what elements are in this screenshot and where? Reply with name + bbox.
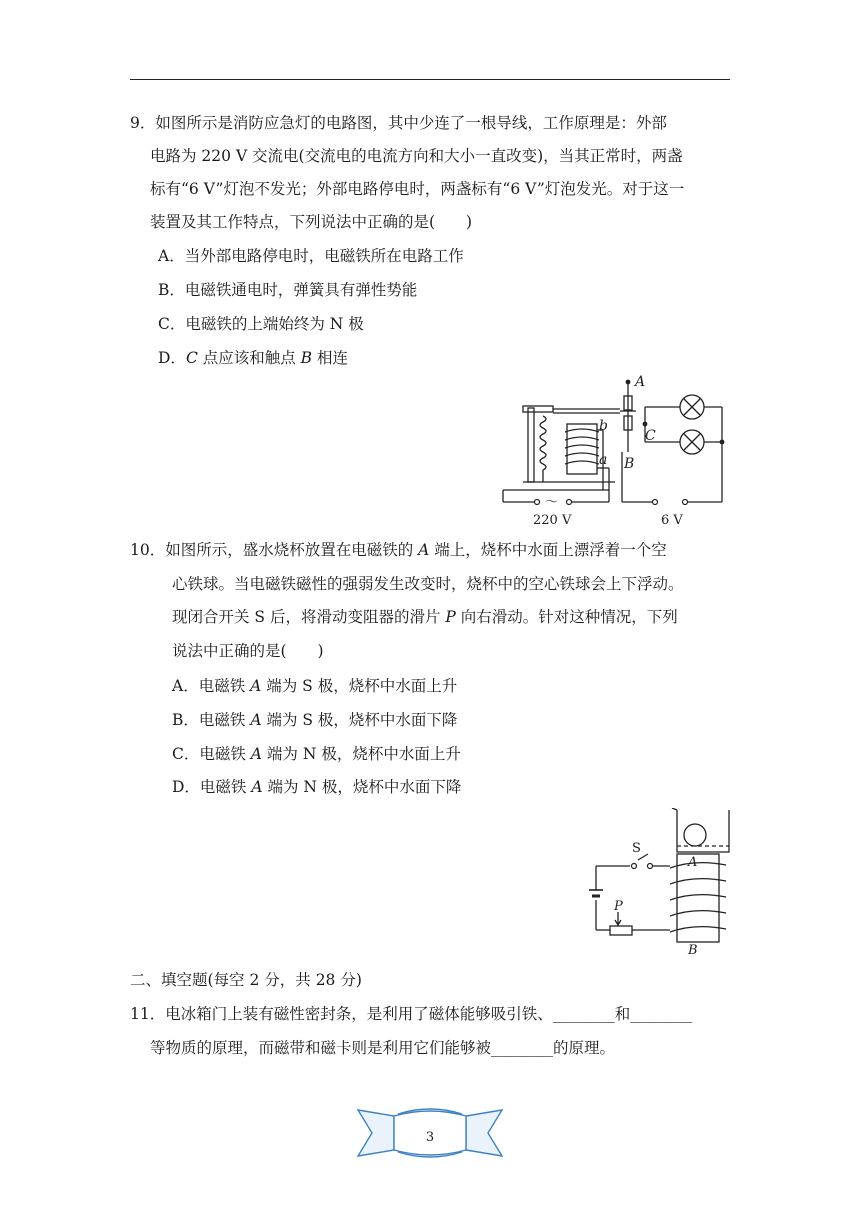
q11-line-2: 等物质的原理，而磁带和磁卡则是利用它们能够被________的原理。 <box>150 1039 616 1057</box>
q10-line-4: 说法中正确的是( ) <box>172 642 324 660</box>
header-rule <box>130 79 730 80</box>
q10-line-1: 10．如图所示，盛水烧杯放置在电磁铁的 A 端上，烧杯中水面上漂浮着一个空 <box>130 541 667 559</box>
q10-fig-label-S: S <box>632 841 641 856</box>
q10-option-c[interactable]: C．电磁铁 A 端为 N 极，烧杯中水面上升 <box>172 745 461 763</box>
q10-fig-label-A: A <box>688 855 698 870</box>
q9-fig-label-b: b <box>599 418 608 434</box>
q10-option-d[interactable]: D．电磁铁 A 端为 N 极，烧杯中水面下降 <box>172 778 462 796</box>
q9-fig-label-C: C <box>645 428 656 444</box>
q9-option-b[interactable]: B．电磁铁通电时，弹簧具有弹性势能 <box>158 281 418 299</box>
q10-fig-label-B: B <box>688 943 698 958</box>
q10-circuit-figure <box>582 808 732 960</box>
q9-option-a[interactable]: A．当外部电路停电时，电磁铁所在电路工作 <box>158 247 464 265</box>
q9-fig-label-a: a <box>599 452 608 468</box>
q9-line-3: 标有“6 V”灯泡不发光；外部电路停电时，两盏标有“6 V”灯泡发光。对于这一 <box>150 180 685 198</box>
q9-option-c[interactable]: C．电磁铁的上端始终为 N 极 <box>158 315 364 333</box>
q9-fig-voltage-6: 6 V <box>661 513 683 528</box>
q9-fig-label-A: A <box>635 374 646 390</box>
q9-line-2: 电路为 220 V 交流电(交流电的电流方向和大小一直改变)，当其正常时，两盏 <box>150 147 683 165</box>
q9-line-4: 装置及其工作特点，下列说法中正确的是( ) <box>150 213 473 231</box>
section-heading: 二、填空题(每空 2 分，共 28 分) <box>130 971 362 989</box>
q9-line-1: 9．如图所示是消防应急灯的电路图，其中少连了一根导线，工作原理是：外部 <box>130 114 667 132</box>
q10-option-a[interactable]: A．电磁铁 A 端为 S 极，烧杯中水面上升 <box>172 677 458 695</box>
q10-line-3: 现闭合开关 S 后，将滑动变阻器的滑片 P 向右滑动。针对这种情况，下列 <box>172 608 678 626</box>
q10-line-2: 心铁球。当电磁铁磁性的强弱发生改变时，烧杯中的空心铁球会上下浮动。 <box>172 575 684 593</box>
page-number: 3 <box>425 1130 435 1145</box>
q11-line-1: 11．电冰箱门上装有磁性密封条，是利用了磁体能够吸引铁、________和________ <box>130 1005 693 1023</box>
q10-fig-label-P: P <box>614 899 623 914</box>
q9-option-d[interactable]: D．C 点应该和触点 B 相连 <box>158 349 348 367</box>
q9-fig-ac-symbol: ～ <box>545 495 559 510</box>
q10-option-b[interactable]: B．电磁铁 A 端为 S 极，烧杯中水面下降 <box>172 711 458 729</box>
q9-fig-label-B: B <box>624 456 635 472</box>
q9-circuit-figure <box>495 372 735 532</box>
q9-fig-voltage-220: 220 V <box>533 513 572 528</box>
